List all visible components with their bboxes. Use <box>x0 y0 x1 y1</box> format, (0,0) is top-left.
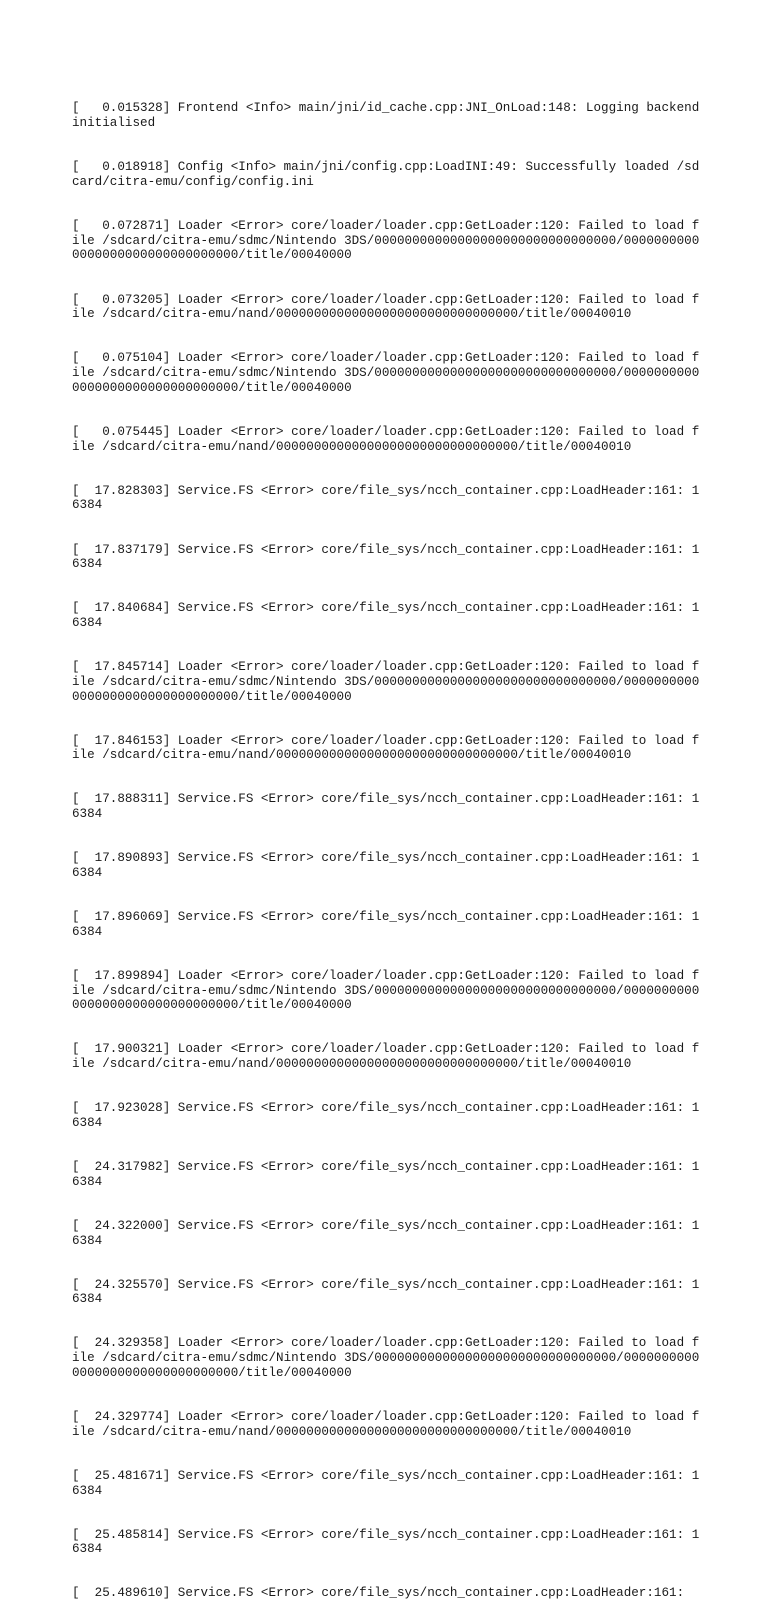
log-line: [ 17.845714] Loader <Error> core/loader/loader.cpp:GetLoader:120: Failed to load file /sdcard/citra-emu/sdmc/Nintendo 3DS/00000000000000000000000000000000/00000000000000000000000000000000/title/00040000 <box>72 660 700 704</box>
log-line: [ 0.075104] Loader <Error> core/loader/loader.cpp:GetLoader:120: Failed to load file /sdcard/citra-emu/sdmc/Nintendo 3DS/00000000000000000000000000000000/00000000000000000000000000000000/title/00040000 <box>72 351 700 395</box>
log-output <box>72 72 707 1616</box>
log-line: [ 0.073205] Loader <Error> core/loader/loader.cpp:GetLoader:120: Failed to load file /sdcard/citra-emu/nand/00000000000000000000000000000000/title/00040010 <box>72 292 700 322</box>
log-line: [ 17.888311] Service.FS <Error> core/file_sys/ncch_container.cpp:LoadHeader:161: 16384 <box>72 792 700 822</box>
log-line: [ 0.072871] Loader <Error> core/loader/loader.cpp:GetLoader:120: Failed to load file /sdcard/citra-emu/sdmc/Nintendo 3DS/00000000000000000000000000000000/00000000000000000000000000000000/title/00040000 <box>72 219 700 263</box>
log-line: [ 17.900321] Loader <Error> core/loader/loader.cpp:GetLoader:120: Failed to load file /sdcard/citra-emu/nand/00000000000000000000000000000000/title/00040010 <box>72 1042 700 1072</box>
log-line: [ 17.899894] Loader <Error> core/loader/loader.cpp:GetLoader:120: Failed to load file /sdcard/citra-emu/sdmc/Nintendo 3DS/00000000000000000000000000000000/00000000000000000000000000000000/title/00040000 <box>72 968 700 1013</box>
log-line: [ 24.329774] Loader <Error> core/loader/loader.cpp:GetLoader:120: Failed to load file /sdcard/citra-emu/nand/00000000000000000000000000000000/title/00040010 <box>72 1409 700 1439</box>
log-line: [ 25.481671] Service.FS <Error> core/file_sys/ncch_container.cpp:LoadHeader:161: 16384 <box>72 1468 700 1498</box>
log-line: [ 25.485814] Service.FS <Error> core/file_sys/ncch_container.cpp:LoadHeader:161: 16384 <box>72 1527 700 1557</box>
log-line: [ 17.896069] Service.FS <Error> core/file_sys/ncch_container.cpp:LoadHeader:161: 16384 <box>72 910 700 939</box>
log-line: [ 0.018918] Config <Info> main/jni/config.cpp:LoadINI:49: Successfully loaded /sdcard/citra-emu/config/config.ini <box>72 160 700 189</box>
log-line: [ 25.489610] Service.FS <Error> core/file_sys/ncch_container.cpp:LoadHeader:161: <box>72 1586 685 1601</box>
log-line: [ 24.325570] Service.FS <Error> core/file_sys/ncch_container.cpp:LoadHeader:161: 16384 <box>72 1277 700 1307</box>
log-line: [ 0.015328] Frontend <Info> main/jni/id_cache.cpp:JNI_OnLoad:148: Logging backend initialised <box>72 101 707 131</box>
log-line: [ 0.075445] Loader <Error> core/loader/loader.cpp:GetLoader:120: Failed to load file /sdcard/citra-emu/nand/00000000000000000000000000000000/title/00040010 <box>72 424 700 454</box>
log-line: [ 17.890893] Service.FS <Error> core/file_sys/ncch_container.cpp:LoadHeader:161: 16384 <box>72 851 700 880</box>
log-line: [ 17.840684] Service.FS <Error> core/file_sys/ncch_container.cpp:LoadHeader:161: 16384 <box>72 601 700 631</box>
log-line: [ 24.329358] Loader <Error> core/loader/loader.cpp:GetLoader:120: Failed to load file /sdcard/citra-emu/sdmc/Nintendo 3DS/00000000000000000000000000000000/00000000000000000000000000000000/title/00040000 <box>72 1336 700 1380</box>
log-line: [ 24.322000] Service.FS <Error> core/file_sys/ncch_container.cpp:LoadHeader:161: 16384 <box>72 1218 700 1248</box>
log-line: [ 17.837179] Service.FS <Error> core/file_sys/ncch_container.cpp:LoadHeader:161: 16384 <box>72 542 700 572</box>
log-line: [ 24.317982] Service.FS <Error> core/file_sys/ncch_container.cpp:LoadHeader:161: 16384 <box>72 1160 700 1189</box>
log-line: [ 17.828303] Service.FS <Error> core/file_sys/ncch_container.cpp:LoadHeader:161: 16384 <box>72 483 700 513</box>
log-line: [ 17.846153] Loader <Error> core/loader/loader.cpp:GetLoader:120: Failed to load file /sdcard/citra-emu/nand/00000000000000000000000000000000/title/00040010 <box>72 733 700 763</box>
log-line: [ 17.923028] Service.FS <Error> core/file_sys/ncch_container.cpp:LoadHeader:161: 16384 <box>72 1101 700 1130</box>
